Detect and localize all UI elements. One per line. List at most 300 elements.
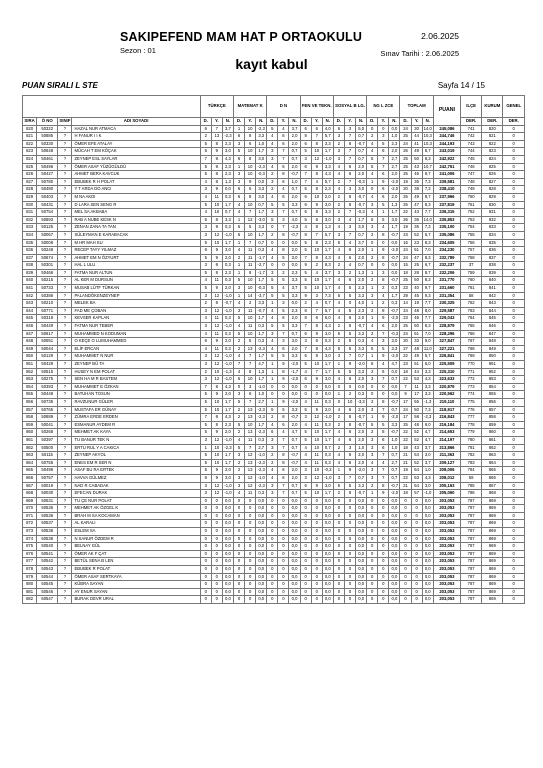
table-cell: 0,0 [289, 520, 300, 528]
table-cell: 7 [278, 330, 289, 338]
table-cell: 0 [503, 216, 525, 224]
table-cell: 12 [211, 482, 222, 490]
table-cell: 0,0 [289, 528, 300, 536]
table-cell: 50755 [37, 459, 58, 467]
table-cell: 0,3 [356, 391, 367, 399]
table-cell: 0 [200, 505, 211, 513]
table-cell: 741 [461, 125, 482, 133]
table-cell: 3,3 [356, 368, 367, 376]
table-row [23, 186, 525, 194]
table-cell: 4,3 [322, 171, 333, 179]
table-cell: 0 [503, 452, 525, 460]
table-cell: 857 [23, 406, 37, 414]
table-cell: 3,0 [422, 482, 433, 490]
table-cell: 50648 [37, 148, 58, 156]
table-cell: -0,3 [322, 467, 333, 475]
table-cell: 9 [245, 178, 256, 186]
table-cell: 0 [278, 520, 289, 528]
table-cell: 0 [503, 353, 525, 361]
table-cell: 2 [344, 391, 355, 399]
table-cell: 0 [233, 588, 244, 596]
table-cell: 0,7 [389, 452, 400, 460]
table-cell: 0,0 [256, 520, 267, 528]
table-cell: 6 [300, 376, 311, 384]
table-cell: 1,7 [256, 148, 267, 156]
results-table-wrapper [22, 95, 525, 604]
subject-header: FEN VE TEKN. [300, 96, 333, 118]
table-cell: 0 [503, 193, 525, 201]
table-cell: 0 [503, 133, 525, 141]
table-cell: -1,0 [256, 383, 267, 391]
table-cell: 50531 [37, 497, 58, 505]
table-cell: 12 [211, 323, 222, 331]
table-cell: 2 [367, 254, 378, 262]
table-cell: 0 [378, 566, 389, 574]
table-cell: 770 [461, 361, 482, 369]
table-cell: 4 [378, 361, 389, 369]
table-cell: 50889 [37, 414, 58, 422]
table-cell: ? [58, 490, 72, 498]
table-cell: 3 [233, 140, 244, 148]
table-cell: 9 [378, 178, 389, 186]
subject-header: D N [267, 96, 300, 118]
student-name-cell: HAL L ULU [72, 262, 200, 270]
table-cell: 5 [333, 482, 344, 490]
table-cell: 0 [300, 497, 311, 505]
student-name-cell: BRAH M SA KOCAMAN [72, 512, 200, 520]
table-cell: 0 [344, 543, 355, 551]
table-cell: 0 [311, 566, 322, 574]
table-cell: 825 [23, 163, 37, 171]
table-cell: 6 [378, 323, 389, 331]
table-cell: 853 [482, 376, 503, 384]
table-cell: 856 [23, 398, 37, 406]
table-cell: 8,3 [422, 201, 433, 209]
table-cell: 2 [267, 414, 278, 422]
table-cell: 6 [333, 125, 344, 133]
table-cell: 5 [333, 345, 344, 353]
table-cell: 21 [400, 452, 411, 460]
table-cell: 7,3 [322, 292, 333, 300]
table-cell: 49 [411, 148, 422, 156]
table-cell: 4 [200, 193, 211, 201]
table-cell: 3 [200, 231, 211, 239]
table-cell: 1,7 [322, 436, 333, 444]
table-cell: 843 [23, 300, 37, 308]
table-cell: 0 [503, 285, 525, 293]
table-cell: 0 [245, 581, 256, 589]
score-cell: 203,053 [433, 520, 460, 528]
table-cell: 0 [200, 535, 211, 543]
table-cell: 0 [367, 581, 378, 589]
table-cell: -2,3 [289, 224, 300, 232]
table-cell: 2,0 [389, 323, 400, 331]
table-cell: 0 [267, 224, 278, 232]
table-cell: 742 [461, 133, 482, 141]
table-cell: 5 [378, 201, 389, 209]
table-cell: 5 [300, 239, 311, 247]
table-cell: 5 [344, 307, 355, 315]
table-cell: 1 [367, 490, 378, 498]
table-cell: 37 [461, 262, 482, 270]
table-cell: 743 [461, 140, 482, 148]
table-cell: 862 [482, 444, 503, 452]
table-cell: 869 [482, 566, 503, 574]
table-cell: 0 [333, 588, 344, 596]
table-cell: 3,0 [389, 338, 400, 346]
table-cell: 0 [367, 573, 378, 581]
table-row [23, 550, 525, 558]
table-cell: 820 [482, 125, 503, 133]
table-cell: 1 [367, 414, 378, 422]
table-cell: 16 [400, 239, 411, 247]
table-cell: 3,0 [322, 376, 333, 384]
table-cell: -2,0 [289, 361, 300, 369]
table-cell: 21 [400, 482, 411, 490]
table-cell: 839 [482, 269, 503, 277]
student-name-cell: ZENAN ZANA TA TAN [72, 224, 200, 232]
table-cell: 2,0 [356, 171, 367, 179]
table-cell: 11 [245, 490, 256, 498]
score-cell: 203,053 [433, 558, 460, 566]
table-cell: 0 [411, 573, 422, 581]
table-row [23, 520, 525, 528]
table-cell: 7 [278, 482, 289, 490]
table-cell: 10 [344, 398, 355, 406]
table-cell: ? [58, 543, 72, 551]
student-name-cell: HAZAL NUR ATMACA [72, 125, 200, 133]
table-cell: 850 [482, 353, 503, 361]
table-cell: 775 [461, 398, 482, 406]
table-cell: 0 [200, 558, 211, 566]
table-cell: ? [58, 497, 72, 505]
table-cell: 876 [23, 550, 37, 558]
table-cell: 1,3 [389, 201, 400, 209]
table-cell: 0,3 [256, 436, 267, 444]
table-cell: 0,0 [422, 550, 433, 558]
table-cell: 787 [461, 512, 482, 520]
table-cell: 1,3 [322, 224, 333, 232]
table-cell: 7 [311, 307, 322, 315]
table-cell: 870 [23, 505, 37, 513]
table-cell: 0 [233, 505, 244, 513]
table-row [23, 573, 525, 581]
table-cell: 0,0 [422, 528, 433, 536]
table-cell: 0 [344, 300, 355, 308]
table-cell: 0 [344, 550, 355, 558]
table-cell: 24 [400, 247, 411, 255]
table-cell: 0 [367, 566, 378, 574]
table-cell: 0 [211, 581, 222, 589]
table-cell: 0,0 [322, 383, 333, 391]
table-cell: 43 [411, 209, 422, 217]
table-cell: 0 [200, 581, 211, 589]
table-cell: 1,7 [256, 421, 267, 429]
table-cell: 6 [378, 193, 389, 201]
table-cell: 0 [233, 512, 244, 520]
table-cell: -0,7 [289, 171, 300, 179]
table-cell: 869 [482, 505, 503, 513]
table-cell: 53 [411, 376, 422, 384]
table-cell: 9 [378, 490, 389, 498]
table-cell: 848 [23, 338, 37, 346]
table-cell: 25 [400, 193, 411, 201]
table-cell: 50330 [37, 140, 58, 148]
table-cell: 869 [482, 512, 503, 520]
table-cell: 852 [482, 368, 503, 376]
table-row [23, 269, 525, 277]
table-cell: 5 [233, 277, 244, 285]
table-cell: 9,0 [422, 338, 433, 346]
table-cell: 1 [333, 467, 344, 475]
table-cell: 8,0 [422, 307, 433, 315]
table-cell: 5 [233, 148, 244, 156]
table-cell: 0 [503, 361, 525, 369]
table-cell: 0,7 [256, 239, 267, 247]
table-cell: 50115 [37, 452, 58, 460]
table-cell: 0,0 [289, 512, 300, 520]
table-cell: 50006 [37, 239, 58, 247]
table-cell: 55 [411, 398, 422, 406]
rank-col-header: SIRA [23, 118, 37, 126]
page-title: kayıt kabul [235, 56, 308, 72]
table-cell: 0 [503, 292, 525, 300]
table-cell: 1,7 [256, 231, 267, 239]
table-cell: 10 [245, 421, 256, 429]
table-cell: 50541 [37, 550, 58, 558]
table-cell: 0 [503, 307, 525, 315]
table-cell: 1,7 [389, 209, 400, 217]
table-cell: 0 [267, 550, 278, 558]
table-cell: 35 [411, 178, 422, 186]
table-row [23, 140, 525, 148]
table-cell: 744 [461, 148, 482, 156]
table-cell: 3 [267, 178, 278, 186]
table-cell: 0 [233, 550, 244, 558]
table-cell: 17 [400, 398, 411, 406]
table-cell: 2 [333, 262, 344, 270]
table-cell: 787 [461, 573, 482, 581]
table-cell: ? [58, 201, 72, 209]
table-cell: 0,7 [289, 209, 300, 217]
table-cell: 1 [333, 361, 344, 369]
table-cell: 50 [411, 406, 422, 414]
table-cell: 2 [267, 459, 278, 467]
table-cell: 0 [503, 330, 525, 338]
table-cell: 3,7 [356, 239, 367, 247]
table-cell: ? [58, 368, 72, 376]
table-cell: 57 [411, 490, 422, 498]
table-cell: 3 [200, 436, 211, 444]
table-cell: ? [58, 535, 72, 543]
table-cell: 0 [503, 201, 525, 209]
table-cell: 50780 [37, 178, 58, 186]
table-cell: 0 [245, 512, 256, 520]
table-cell: 7 [245, 353, 256, 361]
table-cell: ? [58, 436, 72, 444]
table-cell: 821 [482, 133, 503, 141]
table-cell: 0,3 [256, 490, 267, 498]
table-cell: 768 [461, 345, 482, 353]
table-row [23, 452, 525, 460]
table-cell: 1,7 [256, 376, 267, 384]
table-cell: 0,0 [422, 573, 433, 581]
table-cell: 3,7 [289, 125, 300, 133]
score-cell: 237,819 [433, 201, 460, 209]
table-cell: 0 [503, 338, 525, 346]
table-cell: 0,7 [289, 155, 300, 163]
table-cell: 1,0 [422, 467, 433, 475]
table-cell: 1,7 [222, 406, 233, 414]
student-name-cell: RAVZUNUR GÜLER [72, 398, 200, 406]
table-cell: 1,0 [256, 140, 267, 148]
table-cell: -2,0 [389, 490, 400, 498]
table-cell: 0 [311, 581, 322, 589]
table-cell: 10 [311, 444, 322, 452]
table-cell: 3 [278, 216, 289, 224]
table-cell: 3,3 [289, 406, 300, 414]
table-cell: 2 [233, 254, 244, 262]
table-cell: 6 [344, 315, 355, 323]
table-cell: 3 [333, 269, 344, 277]
table-cell: 3,7 [289, 285, 300, 293]
table-cell: 0 [344, 566, 355, 574]
table-cell: 2,0 [356, 247, 367, 255]
table-cell: 50771 [37, 307, 58, 315]
table-cell: 3 [233, 307, 244, 315]
table-cell: 0 [367, 528, 378, 536]
table-cell: 1,7 [322, 285, 333, 293]
table-cell: 1,0 [289, 178, 300, 186]
table-cell: 13 [245, 345, 256, 353]
table-cell: 0,0 [289, 581, 300, 589]
table-cell: 0,0 [422, 566, 433, 574]
table-cell: 869 [482, 550, 503, 558]
table-cell: 1,0 [389, 436, 400, 444]
table-cell: 867 [23, 482, 37, 490]
table-cell: 4 [278, 186, 289, 194]
table-cell: 9 [400, 391, 411, 399]
table-cell: 6 [200, 125, 211, 133]
table-cell: 0,0 [422, 535, 433, 543]
table-cell: 1,0 [389, 133, 400, 141]
table-cell: 0 [211, 505, 222, 513]
table-cell: 844 [23, 307, 37, 315]
table-cell: 0,0 [256, 528, 267, 536]
table-cell: 3,0 [289, 338, 300, 346]
score-cell: 243,019 [433, 148, 460, 156]
table-cell: 841 [482, 285, 503, 293]
table-cell: 836 [482, 247, 503, 255]
table-cell: 4,7 [256, 361, 267, 369]
table-cell: 4 [233, 201, 244, 209]
table-cell: 6 [200, 247, 211, 255]
table-cell: -2,0 [289, 398, 300, 406]
table-cell: 5,7 [422, 353, 433, 361]
table-cell: 3,0 [256, 155, 267, 163]
table-cell: 0 [311, 391, 322, 399]
table-cell: 2 [367, 330, 378, 338]
table-cell: -0,7 [289, 459, 300, 467]
table-cell: 0,3 [222, 193, 233, 201]
table-cell: 11 [245, 254, 256, 262]
table-cell: 821 [23, 133, 37, 141]
table-cell: 4 [200, 330, 211, 338]
table-cell: 6 [278, 178, 289, 186]
table-cell: 2,7 [389, 155, 400, 163]
table-cell: 0 [503, 155, 525, 163]
table-cell: 4,3 [222, 414, 233, 422]
table-cell: 4 [333, 459, 344, 467]
table-cell: 0,7 [222, 209, 233, 217]
table-cell: 6 [344, 406, 355, 414]
table-cell: 5 [300, 285, 311, 293]
table-cell: 761 [461, 285, 482, 293]
table-cell: 5 [267, 216, 278, 224]
student-name-cell: FAD ME ÇOBAN [72, 307, 200, 315]
table-cell: 1,7 [322, 361, 333, 369]
student-name-cell: MELEK BA [72, 300, 200, 308]
table-cell: 869 [482, 520, 503, 528]
table-cell: 0 [300, 558, 311, 566]
table-cell: 0 [267, 535, 278, 543]
table-cell: -0,7 [389, 429, 400, 437]
table-cell: 12 [311, 155, 322, 163]
table-cell: 0 [333, 596, 344, 604]
table-cell: 0,0 [389, 505, 400, 513]
table-cell: 8 [311, 186, 322, 194]
score-cell: 203,053 [433, 573, 460, 581]
table-cell: 2,7 [256, 398, 267, 406]
table-cell: 0 [503, 490, 525, 498]
table-cell: 0 [333, 558, 344, 566]
table-cell: 33 [411, 338, 422, 346]
table-cell: -0,7 [222, 300, 233, 308]
table-cell: 3,0 [222, 474, 233, 482]
net-col-header: N. [222, 118, 233, 126]
table-cell: 4,3 [322, 323, 333, 331]
table-cell: -2,0 [356, 361, 367, 369]
table-cell: 10 [311, 361, 322, 369]
table-cell: -2,0 [389, 315, 400, 323]
table-cell: 0 [245, 558, 256, 566]
table-cell: 4 [300, 459, 311, 467]
table-cell: 25 [400, 163, 411, 171]
table-cell: 4 [367, 323, 378, 331]
table-cell: 6 [300, 209, 311, 217]
table-cell: 2 [233, 429, 244, 437]
table-cell: 8 [311, 209, 322, 217]
table-row [23, 155, 525, 163]
table-cell: 3 [367, 292, 378, 300]
table-cell: 0 [278, 512, 289, 520]
table-cell: ? [58, 573, 72, 581]
table-cell: 14,0 [422, 125, 433, 133]
table-cell: 1,7 [256, 209, 267, 217]
table-cell: 0 [411, 505, 422, 513]
table-cell: -0,7 [389, 277, 400, 285]
table-cell: 0,0 [222, 581, 233, 589]
table-cell: 7 [378, 406, 389, 414]
table-cell: 0 [400, 512, 411, 520]
correct-col-header: D. [200, 118, 211, 126]
table-cell: 0 [200, 550, 211, 558]
table-cell: 0,0 [289, 535, 300, 543]
table-cell: 846 [482, 323, 503, 331]
table-cell: 10 [245, 171, 256, 179]
table-cell: -0,7 [389, 254, 400, 262]
subject-header: NG L ZCE [367, 96, 400, 118]
